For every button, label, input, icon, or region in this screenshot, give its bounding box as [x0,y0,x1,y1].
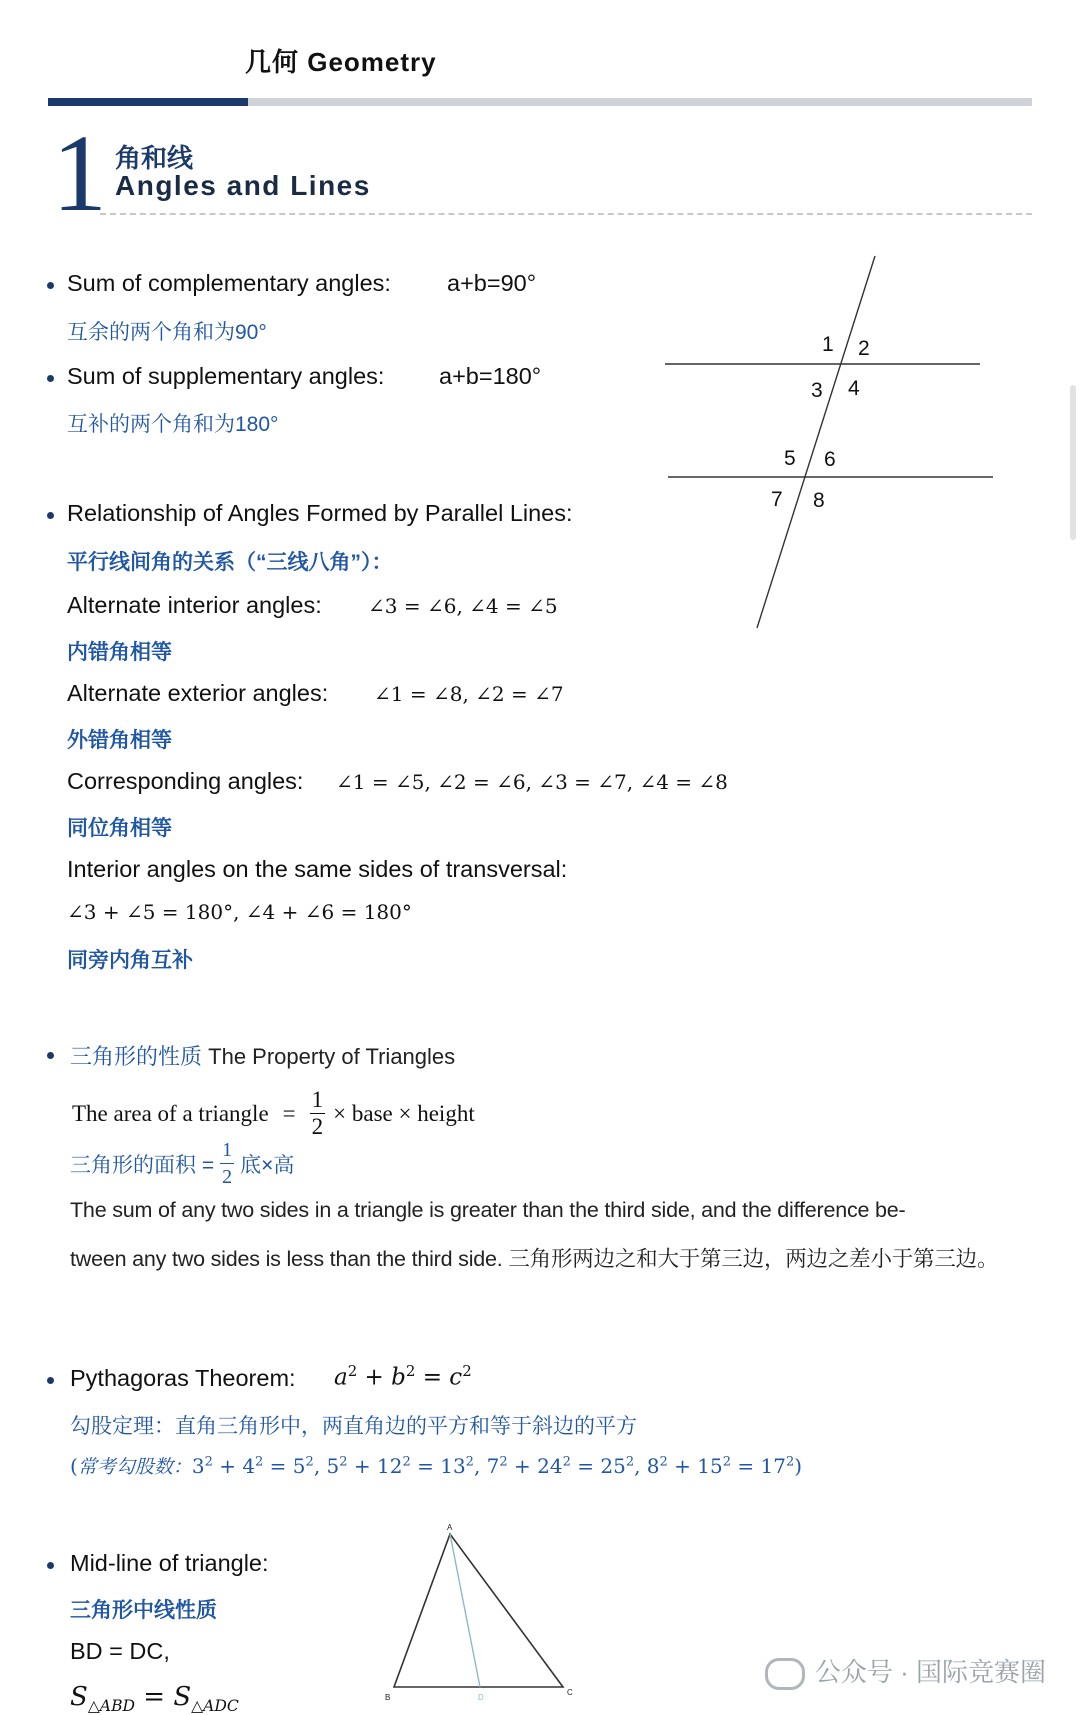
complementary-cn: 互余的两个角和为90° [67,321,267,344]
area-cn-prefix: 三角形的面积 = [70,1153,215,1177]
header-divider-accent [48,98,248,106]
angle-label-5: 5 [784,447,796,470]
complementary-label: Sum of complementary angles: [67,270,391,296]
angle-label-6: 6 [824,448,836,471]
transversal-line [757,256,875,628]
chapter-rule [100,213,1032,215]
area-fraction [310,1087,326,1140]
area-eq: = [282,1100,296,1126]
angle-label-8: 8 [813,489,825,512]
same-side-label: Interior angles on the same sides of transversal: [67,856,568,882]
triangles-heading-en: The Property of Triangles [208,1044,456,1069]
pythagoras-cn: 勾股定理：直角三角形中，两直角边的平方和等于斜边的平方 [70,1415,637,1438]
area-rest: × base × height [333,1100,475,1126]
alt-interior-cn: 内错角相等 [67,641,172,664]
fraction-numerator: 1 [311,1087,324,1112]
area-text: The area of a triangle [72,1100,269,1126]
area-cn-suffix: 底×高 [240,1153,295,1177]
bullet-icon [47,512,54,519]
angle-label-2: 2 [858,337,870,360]
triangle-sides-line1: The sum of any two sides in a triangle is greater than the third side, and the difference be- [70,1198,906,1222]
supplementary-label: Sum of supplementary angles: [67,363,385,389]
bullet-icon [47,1562,54,1569]
vertex-label-a: A [447,1523,453,1532]
page-header-title: 几何 Geometry [245,47,437,77]
midline-label: Mid-line of triangle: [70,1550,269,1576]
midline-triangle-figure [380,1520,600,1710]
supplementary-formula: a+b=180° [439,363,542,389]
same-side-cn: 同旁内角互补 [67,949,193,972]
parallel-heading: Relationship of Angles Formed by Parallel Lines: [67,500,573,526]
wechat-icon [765,1658,805,1690]
midpoint-label-d: D [478,1693,484,1702]
vertex-label-c: C [567,1688,573,1697]
watermark-text: 公众号 · 国际竞赛圈 [814,1657,1046,1687]
scrollbar-thumb[interactable] [1070,385,1076,540]
triangles-heading-cn: 三角形的性质 [70,1044,203,1069]
angle-label-1: 1 [822,333,834,356]
bullet-icon [47,1052,54,1059]
corresponding-cn: 同位角相等 [67,817,172,840]
midline-cn: 三角形中线性质 [70,1599,217,1622]
chapter-number: 1 [52,112,107,234]
midline-eq: BD = DC, [70,1638,170,1664]
fraction-denominator: 2 [222,1166,233,1188]
chapter-title-en: Angles and Lines [115,170,371,201]
bullet-icon [47,282,54,289]
alt-exterior-label: Alternate exterior angles: [67,680,329,706]
angle-label-3: 3 [811,379,823,402]
bullet-icon [47,375,54,382]
complementary-formula: a+b=90° [447,270,537,296]
triangles-heading [70,1040,455,1071]
median-ad [450,1534,480,1687]
common-triples-prefix: 常考勾股数： [77,1456,192,1478]
fraction-denominator: 2 [311,1114,324,1139]
midline-area-eq: $S_{\triangle ABD} = S_{\triangle ADC}$ [70,1682,239,1715]
alt-interior-label: Alternate interior angles: [67,592,322,618]
supplementary-cn: 互补的两个角和为180° [67,413,279,436]
chapter-title-cn: 角和线 [115,143,194,173]
alt-exterior-formula: ∠1 = ∠8, ∠2 = ∠7 [374,682,564,706]
parallel-heading-cn: 平行线间角的关系（“三线八角”）： [67,551,393,574]
angle-label-4: 4 [848,377,860,400]
triangle-abc [394,1534,563,1687]
triangle-area-formula [72,1087,475,1140]
fraction-numerator: 1 [220,1137,234,1164]
triangle-area-cn [70,1137,294,1190]
triangle-sides-line2: tween any two sides is less than the third side. 三角形两边之和大于第三边，两边之差小于第三边。 [70,1247,999,1271]
pythagoras-label: Pythagoras Theorem: [70,1365,296,1391]
corresponding-formula: ∠1 = ∠5, ∠2 = ∠6, ∠3 = ∠7, ∠4 = ∠8 [336,770,728,794]
angle-label-7: 7 [771,488,783,511]
pythagoras-formula: $a^2 + b^2 = c^2$ [334,1362,472,1391]
corresponding-label: Corresponding angles: [67,768,304,794]
alt-exterior-cn: 外错角相等 [67,729,172,752]
area-cn-fraction [220,1137,234,1190]
bullet-icon [47,1377,54,1384]
alt-interior-formula: ∠3 = ∠6, ∠4 = ∠5 [368,594,558,618]
same-side-formula: ∠3 + ∠5 = 180°, ∠4 + ∠6 = 180° [67,900,412,924]
watermark [765,1652,1046,1690]
pythagoras-common-triples: (常考勾股数：$3^2 + 4^2 = 5^2$, $5^2 + 12^2 = 13^2$, $7^2 + 24^2 = 25^2$, $8^2 + 15^2 = 17^2$) [70,1454,803,1478]
vertex-label-b: B [385,1693,391,1702]
parallel-lines-figure [660,250,1000,640]
